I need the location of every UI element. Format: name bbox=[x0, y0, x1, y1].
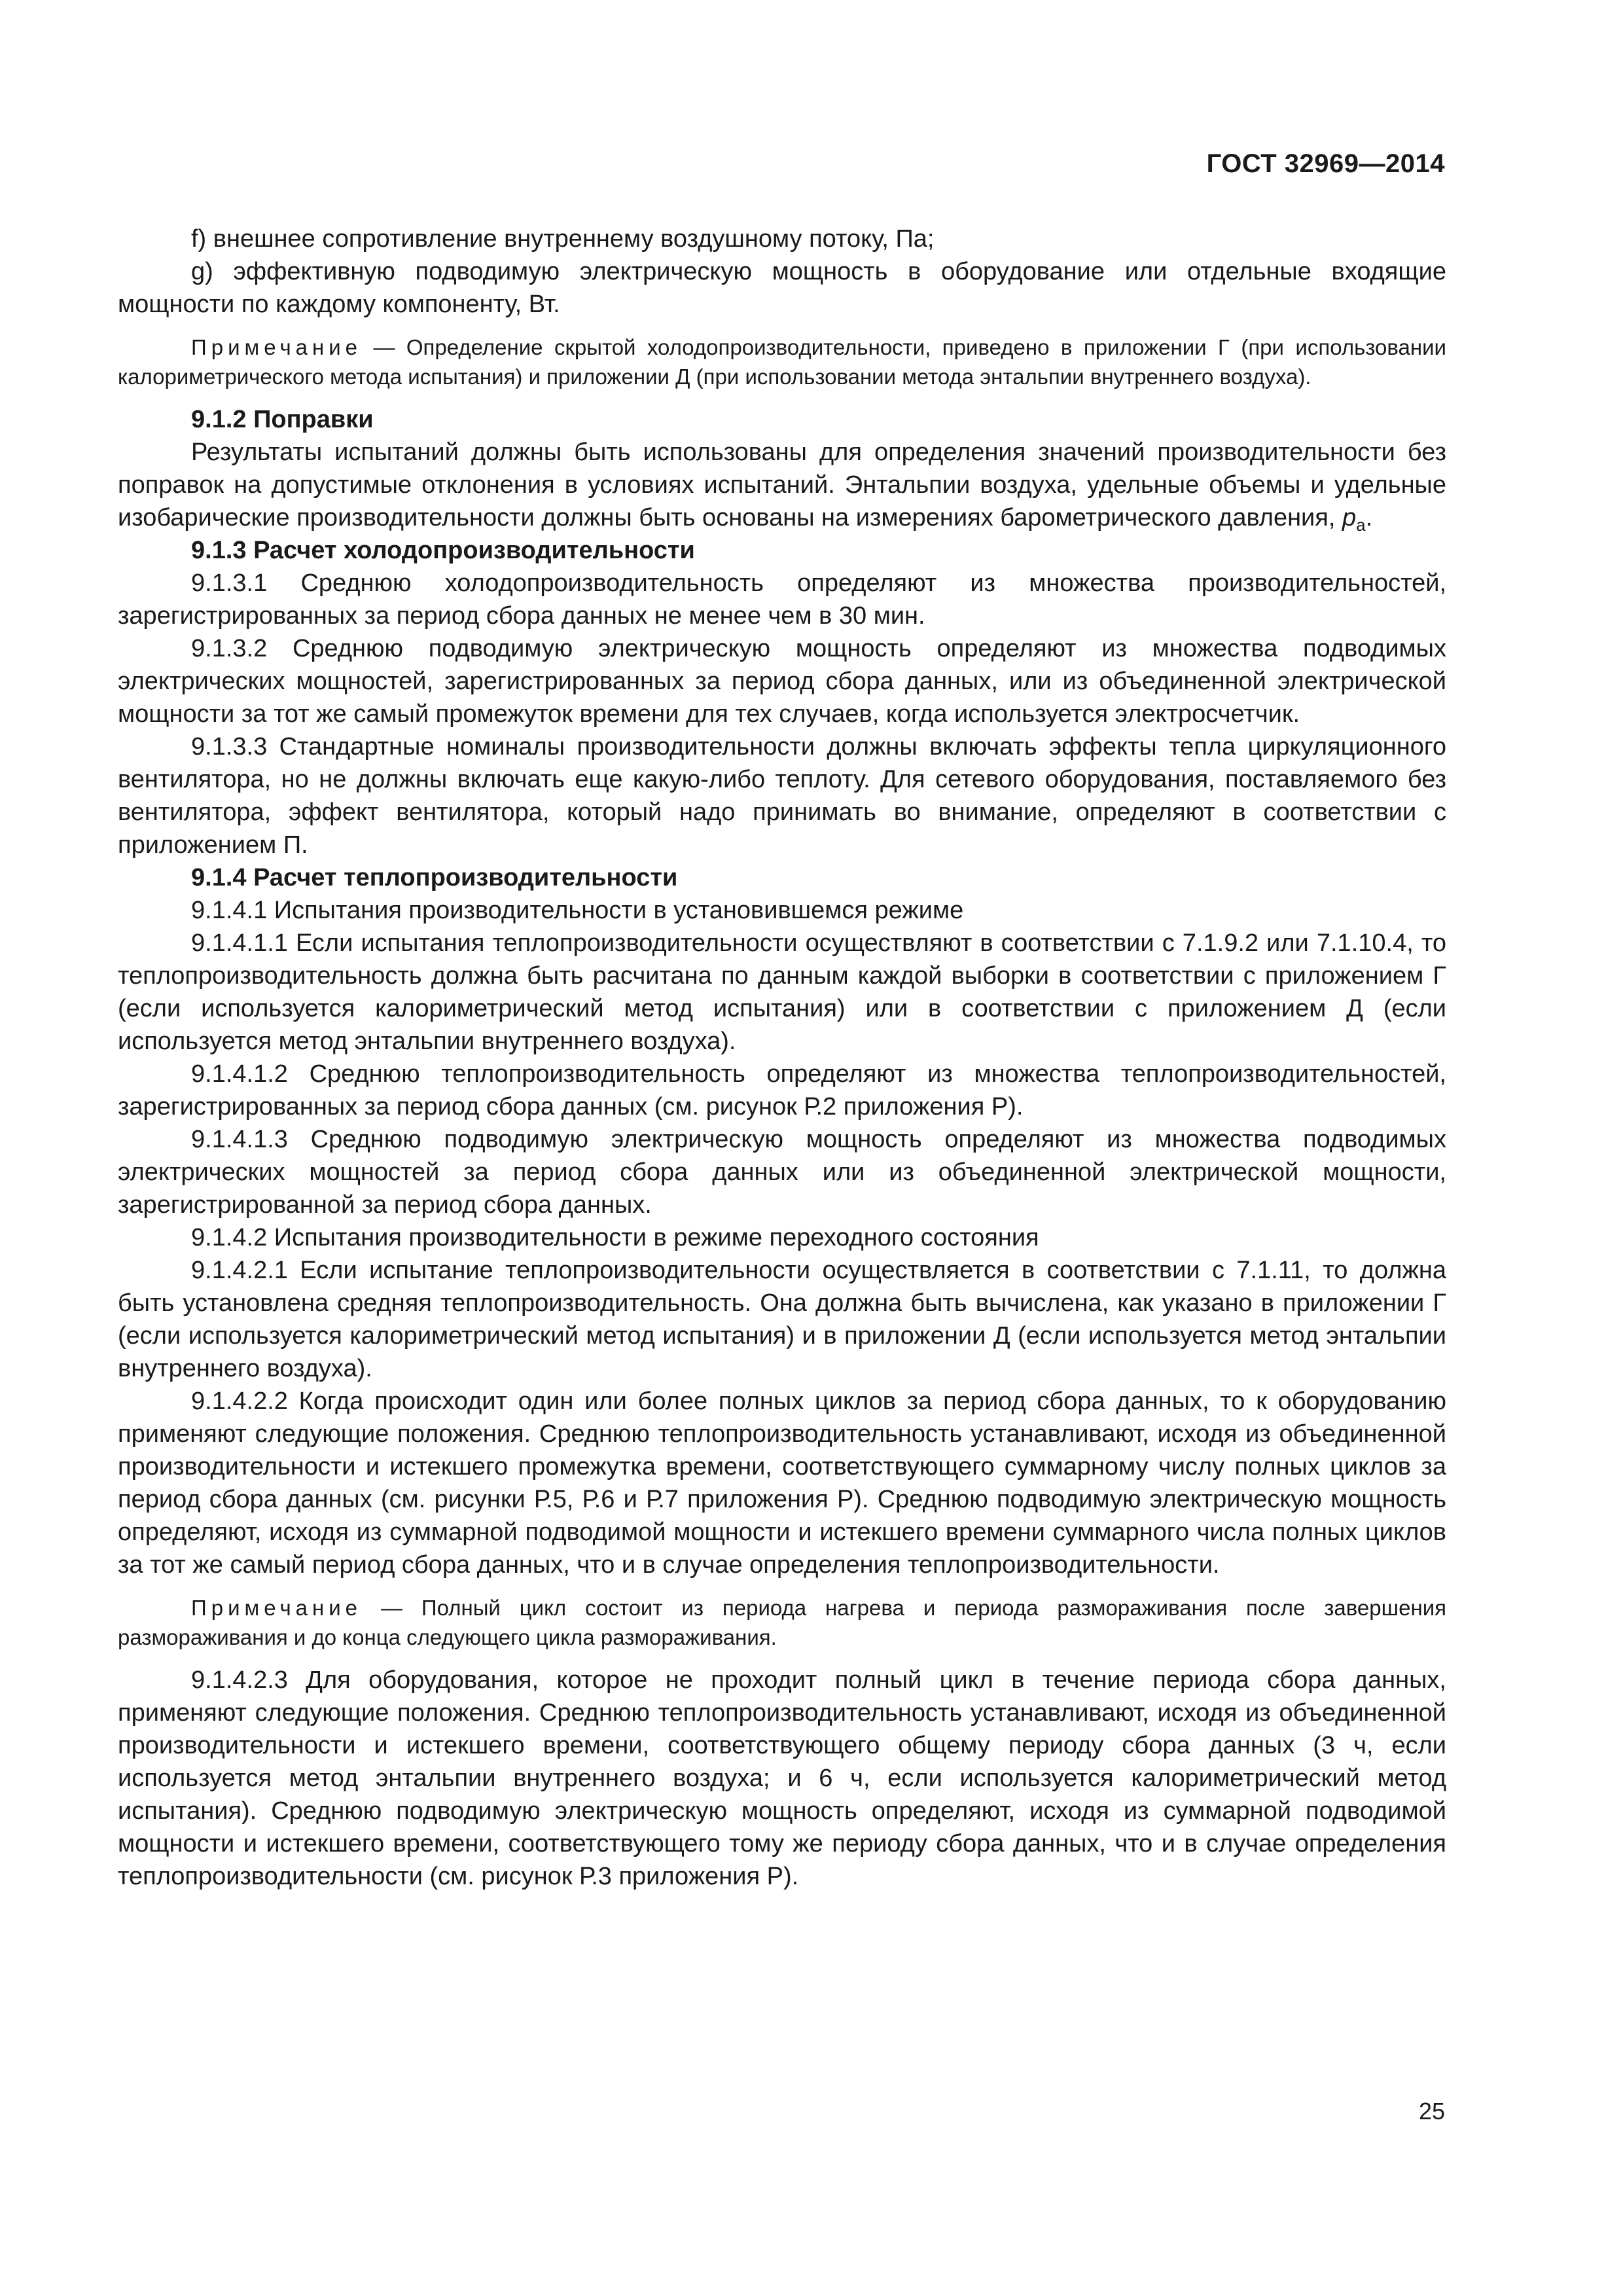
paragraph-9-1-2-end: . bbox=[1365, 504, 1373, 531]
heading-9-1-3: 9.1.3 Расчет холодопроизводительности bbox=[191, 537, 695, 564]
note-2-text: — Полный цикл состоит из периода нагрева и периода размораживания после завершения размораживания и до конца следующего цикла размораживания. bbox=[118, 1596, 1446, 1649]
paragraph-9-1-2 bbox=[118, 436, 1446, 534]
paragraph-9-1-4-2-1: 9.1.4.2.1 Если испытание теплопроизводительности осуществляется в соответствии с 7.1.11, то должна быть установлена средняя теплопроизводительность. Она должна быть вычислена, как указано в приложении Г (если используется калориметрический метод испытания) и в приложении Д (если используется метод энтальпии внутреннего воздуха). bbox=[118, 1257, 1446, 1382]
paragraph-g: g) эффективную подводимую электрическую мощность в оборудование или отдельные входящие мощности по каждому компоненту, Вт. bbox=[118, 258, 1446, 318]
paragraph-9-1-4-2: 9.1.4.2 Испытания производительности в режиме переходного состояния bbox=[191, 1224, 1039, 1251]
paragraph-9-1-3-3: 9.1.3.3 Стандартные номиналы производительности должны включать эффекты тепла циркуляционного вентилятора, но не должны включать еще какую-либо теплоту. Для сетевого оборудования, поставляемого без вентилятора, эффект вентилятора, который надо принимать во внимание, определяют в соответствии с приложением П. bbox=[118, 733, 1446, 859]
paragraph-9-1-3-2: 9.1.3.2 Среднюю подводимую электрическую мощность определяют из множества подводимых электрических мощностей, зарегистрированных за период сбора данных, или из объединенной электрической мощности за тот же самый промежуток времени для тех случаев, когда используется электросчетчик. bbox=[118, 635, 1446, 728]
document-body bbox=[118, 223, 1446, 1893]
paragraph-9-1-2-text: Результаты испытаний должны быть использованы для определения значений производительности без поправок на допустимые отклонения в условиях испытаний. Энтальпии воздуха, удельные объемы и удельные изобарические производительности должны быть основаны на измерениях барометрического давления, bbox=[118, 439, 1446, 531]
page-number: 25 bbox=[1418, 2098, 1445, 2125]
paragraph-9-1-3-1: 9.1.3.1 Среднюю холодопроизводительность определяют из множества производительностей, зарегистрированных за период сбора данных не менее чем в 30 мин. bbox=[118, 569, 1446, 630]
note-2 bbox=[118, 1593, 1446, 1652]
note-2-label: Примечание bbox=[191, 1596, 363, 1620]
paragraph-9-1-4-1-3: 9.1.4.1.3 Среднюю подводимую электрическую мощность определяют из множества подводимых электрических мощностей за период сбора данных или из объединенной электрической мощности, зарегистрированной за период сбора данных. bbox=[118, 1126, 1446, 1219]
paragraph-9-1-4-2-2: 9.1.4.2.2 Когда происходит один или более полных циклов за период сбора данных, то к оборудованию применяют следующие положения. Среднюю теплопроизводительность устанавливают, исходя из объединенной производительности и истекшего промежутка времени, соответствующего суммарному числу полных циклов за период сбора данных (см. рисунки Р.5, Р.6 и Р.7 приложения Р). Среднюю подводимую электрическую мощность определяют, исходя из суммарной подводимой мощности и истекшего времени суммарного числа полных циклов за тот же самый период сбора данных, что и в случае определения теплопроизводительности. bbox=[118, 1388, 1446, 1579]
pressure-subscript: a bbox=[1356, 515, 1366, 535]
heading-9-1-4: 9.1.4 Расчет теплопроизводительности bbox=[191, 864, 678, 891]
note-1-label: Примечание bbox=[191, 335, 363, 359]
paragraph-9-1-4-1-2: 9.1.4.1.2 Среднюю теплопроизводительность определяют из множества теплопроизводительностей, зарегистрированных за период сбора данных (см. рисунок Р.2 приложения Р). bbox=[118, 1060, 1446, 1121]
paragraph-9-1-4-1: 9.1.4.1 Испытания производительности в установившемся режиме bbox=[191, 897, 964, 924]
heading-9-1-2: 9.1.2 Поправки bbox=[191, 406, 374, 433]
note-1-text: — Определение скрытой холодопроизводительности, приведено в приложении Г (при использовании калориметрического метода испытания) и приложении Д (при использовании метода энтальпии внутреннего воздуха). bbox=[118, 335, 1446, 389]
pressure-variable: p bbox=[1342, 504, 1357, 531]
paragraph-9-1-4-2-3: 9.1.4.2.3 Для оборудования, которое не проходит полный цикл в течение периода сбора данных, применяют следующие положения. Среднюю теплопроизводительность устанавливают, исходя из объединенной производительности и истекшего времени, соответствующего общему периоду сбора данных (3 ч, если используется метод энтальпии внутреннего воздуха; и 6 ч, если используется калориметрический метод испытания). Среднюю подводимую электрическую мощность определяют, исходя из суммарной подводимой мощности и истекшего времени, соответствующего тому же периоду сбора данных, что и в случае определения теплопроизводительности (см. рисунок Р.3 приложения Р). bbox=[118, 1666, 1446, 1890]
paragraph-9-1-4-1-1: 9.1.4.1.1 Если испытания теплопроизводительности осуществляют в соответствии с 7.1.9.2 или 7.1.10.4, то теплопроизводительность должна быть расчитана по данным каждой выборки в соответствии с приложением Г (если используется калориметрический метод испытания) или в соответствии с приложением Д (если используется метод энтальпии внутреннего воздуха). bbox=[118, 929, 1446, 1055]
doc-code: ГОСТ 32969—2014 bbox=[1206, 149, 1445, 178]
paragraph-f: f) внешнее сопротивление внутреннему воздушному потоку, Па; bbox=[191, 225, 935, 253]
note-1 bbox=[118, 332, 1446, 391]
